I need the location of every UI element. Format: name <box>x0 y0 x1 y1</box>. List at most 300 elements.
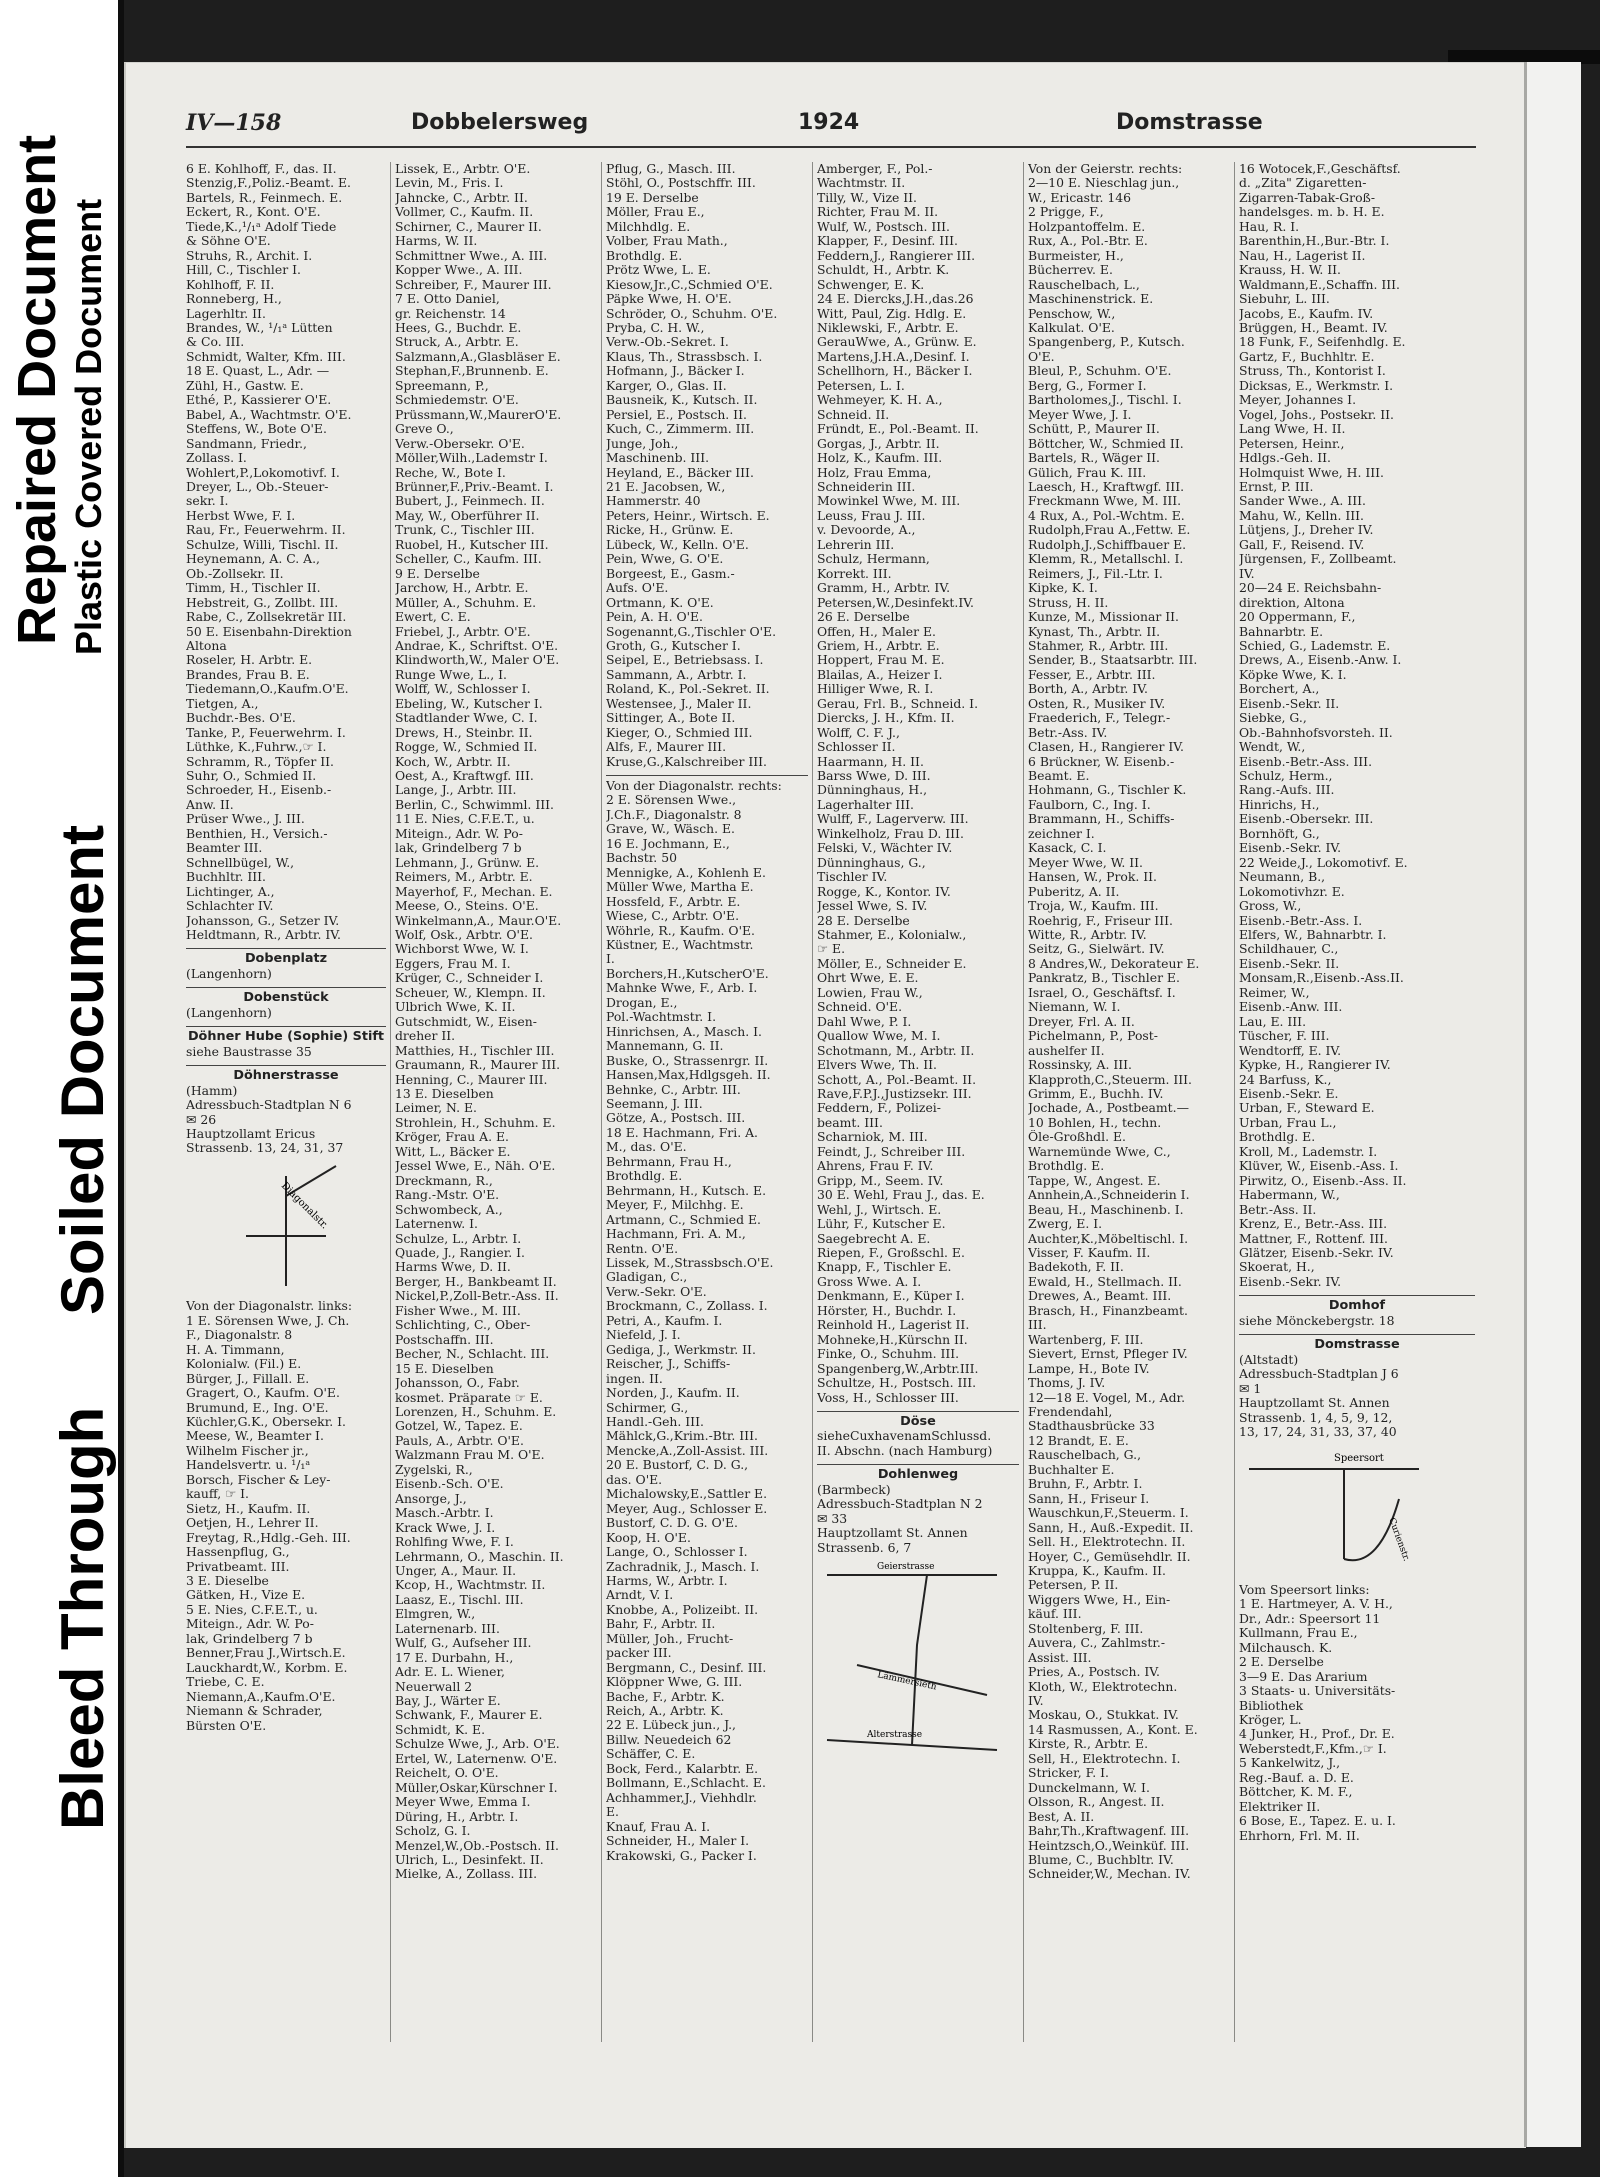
directory-entry: 18 E. Hachmann, Fri. A. <box>606 1125 758 1140</box>
directory-entry: Tappe, W., Angest. E. <box>1028 1173 1161 1188</box>
directory-entry: Griem, H., Arbtr. E. <box>817 638 940 653</box>
directory-entry: Ewert, C. E. <box>395 610 471 625</box>
directory-entry: Scheller, C., Kaufm. III. <box>395 552 542 567</box>
directory-entry: Eisenb.-Betr.-Ass. III. <box>1239 754 1373 769</box>
directory-entry: Brandes, Frau B. E. <box>186 667 310 682</box>
directory-entry: Brothdlg. E. <box>606 248 683 263</box>
directory-entry: Kruppa, K., Kaufm. II. <box>1028 1563 1166 1578</box>
directory-entry: 50 E. Eisenbahn-Direktion <box>186 624 352 639</box>
directory-entry: Kröger, Frau A. E. <box>395 1130 509 1145</box>
next-page-edge <box>1524 62 1581 2147</box>
directory-entry: Gediga, J., Werkmstr. II. <box>606 1342 756 1357</box>
directory-entry: Sander Wwe., A. III. <box>1239 494 1366 509</box>
directory-entry: Müller, Joh., Frucht- <box>606 1631 734 1646</box>
directory-entry: Gätken, H., Vize E. <box>186 1588 306 1603</box>
directory-entry: 24 E. Diercks,J.H.,das.26 <box>817 292 974 307</box>
directory-entry: 2 E. Sörensen Wwe., <box>606 793 737 808</box>
directory-entry: Nickel,P.,Zoll-Betr.-Ass. II. <box>395 1289 559 1304</box>
directory-entry: Glätzer, Eisenb.-Sekr. IV. <box>1239 1245 1394 1260</box>
directory-entry: Struss, H. II. <box>1028 595 1109 610</box>
directory-entry: Wöhrle, R., Kaufm. O'E. <box>606 923 755 938</box>
directory-entry: Tischler IV. <box>817 870 888 885</box>
directory-entry: Harms, W., Arbtr. I. <box>606 1573 728 1588</box>
directory-entry: Kohlhoff, F. II. <box>186 277 275 292</box>
directory-entry: Holmquist Wwe, H. III. <box>1239 465 1384 480</box>
directory-entry: Schott, A., Pol.-Beamt. II. <box>817 1072 977 1087</box>
directory-entry: Vogel, Johs., Postsekr. II. <box>1239 407 1394 422</box>
directory-entry: Mohneke,H.,Kürschn II. <box>817 1332 968 1347</box>
directory-entry: Reimer, W., <box>1239 985 1310 1000</box>
directory-entry: Holz, Frau Emma, <box>817 465 932 480</box>
directory-entry: Behrmann, Frau H., <box>606 1154 732 1169</box>
directory-entry: 4 Junker, H., Prof., Dr. E. <box>1239 1727 1395 1742</box>
directory-entry: Meyer, F., Milchhg. E. <box>606 1198 744 1213</box>
directory-entry: Karger, O., Glas. II. <box>606 378 727 393</box>
directory-entry: Meyer Wwe, W. II. <box>1028 855 1143 870</box>
directory-entry: kauff, ☞ I. <box>186 1487 249 1502</box>
directory-entry: Spangenberg,W.,Arbtr.III. <box>817 1361 979 1376</box>
directory-entry: Brüggen, H., Beamt. IV. <box>1239 320 1388 335</box>
directory-entry: Kieger, O., Schmied III. <box>606 725 753 740</box>
directory-entry: Kröger, L. <box>1239 1712 1302 1727</box>
directory-entry: Heyland, E., Bäcker III. <box>606 465 754 480</box>
directory-entry: Klaus, Th., Strassbsch. I. <box>606 349 763 364</box>
directory-entry: Düring, H., Arbtr. I. <box>395 1809 519 1824</box>
directory-entry: Wulf, W., Postsch. III. <box>817 219 950 234</box>
directory-entry: Harms, W. II. <box>395 234 478 249</box>
directory-entry: Jessel Wwe, S. IV. <box>817 899 928 914</box>
directory-entry: Siebke, G., <box>1239 711 1307 726</box>
directory-entry: Fesser, E., Arbtr. III. <box>1028 667 1156 682</box>
directory-entry: Triebe, C. E. <box>186 1675 265 1690</box>
directory-entry: 8 Andres,W., Dekorateur E. <box>1028 956 1200 971</box>
directory-entry: Wulf, G., Aufseher III. <box>395 1636 532 1651</box>
directory-entry: Eisenb.-Sekr. IV. <box>1239 1274 1342 1289</box>
directory-entry: ☞ E. <box>817 942 846 957</box>
directory-entry: Hansen,Max,Hdlgsgeh. II. <box>606 1068 771 1083</box>
directory-entry: Penschow, W., <box>1028 306 1116 321</box>
directory-entry: Borchers,H.,KutscherO'E. <box>606 966 769 981</box>
directory-entry: Stenzig,F.,Poliz.-Beamt. E. <box>186 176 351 191</box>
directory-entry: Eisenb.-Anw. III. <box>1239 1000 1343 1015</box>
directory-entry: Hauptzollamt St. Annen <box>1239 1396 1390 1411</box>
directory-entry: Gotzel, W., Tapez. E. <box>395 1419 523 1434</box>
directory-entry: Stöhl, O., Postschffr. III. <box>606 176 756 191</box>
directory-entry: Peters, Heinr., Wirtsch. E. <box>606 508 770 523</box>
directory-entry: aushelfer II. <box>1028 1043 1105 1058</box>
directory-entry: Koop, H. O'E. <box>606 1530 691 1545</box>
directory-entry: Petersen, Heinr., <box>1239 436 1345 451</box>
directory-entry: Schulze, L., Arbtr. I. <box>395 1231 522 1246</box>
map-street-label: Lämmersieth <box>876 1670 938 1693</box>
directory-entry: Schirmer, G., <box>606 1400 689 1415</box>
directory-entry: Offen, H., Maler E. <box>817 624 936 639</box>
directory-entry: Mowinkel Wwe, M. III. <box>817 494 961 509</box>
directory-entry: Drewes, A., Beamt. III. <box>1028 1289 1172 1304</box>
directory-entry: ingen. II. <box>606 1371 663 1386</box>
directory-entry: Friebel, J., Arbtr. O'E. <box>395 624 531 639</box>
directory-entry: Sandmann, Friedr., <box>186 436 307 451</box>
directory-entry: Roehrig, F., Friseur III. <box>1028 913 1173 928</box>
directory-entry: Drogan, E., <box>606 995 678 1010</box>
directory-entry: Junge, Joh., <box>606 436 679 451</box>
directory-entry: Freckmann Wwe, M. III. <box>1028 494 1182 509</box>
directory-entry: Holzpantoffelm. E. <box>1028 219 1146 234</box>
directory-entry: Bibliothek <box>1239 1698 1304 1713</box>
directory-entry: Kipke, K. I. <box>1028 581 1098 596</box>
directory-entry: Heynemann, A. C. A., <box>186 552 320 567</box>
directory-entry: Harms Wwe, D. II. <box>395 1260 511 1275</box>
directory-entry: Bache, F., Arbtr. K. <box>606 1689 725 1704</box>
directory-entry: Reichelt, O. O'E. <box>395 1766 499 1781</box>
directory-entry: Mencke,A.,Zoll-Assist. III. <box>606 1443 769 1458</box>
directory-entry: Gripp, M., Seem. IV. <box>817 1173 944 1188</box>
directory-entry: Lütjens, J., Dreher IV. <box>1239 523 1374 538</box>
directory-entry: Petri, A., Kaufm. I. <box>606 1313 723 1328</box>
directory-entry: Freytag, R.,Hdlg.-Geh. III. <box>186 1530 351 1545</box>
directory-entry: Hofmann, J., Bäcker I. <box>606 364 745 379</box>
directory-entry: Grave, W., Wäsch. E. <box>606 822 735 837</box>
directory-entry: Verw.-Obersekr. O'E. <box>395 436 525 451</box>
directory-entry: & Co. III. <box>186 335 245 350</box>
directory-entry: Ewald, H., Stellmach. II. <box>1028 1274 1182 1289</box>
directory-entry: M., das. O'E. <box>606 1140 687 1155</box>
directory-entry: Ob.-Zollsekr. II. <box>186 566 284 581</box>
directory-entry: Diercks, J. H., Kfm. II. <box>817 711 955 726</box>
directory-entry: Kynast, Th., Arbtr. II. <box>1028 624 1161 639</box>
directory-entry: beamt. III. <box>817 1115 883 1130</box>
directory-entry: Visser, F. Kaufm. II. <box>1028 1245 1151 1260</box>
directory-entry: Hauptzollamt St. Annen <box>817 1526 968 1541</box>
directory-entry: Ob.-Bahnhofsvorsteh. II. <box>1239 725 1393 740</box>
directory-entry: Westensee, J., Maler II. <box>606 696 752 711</box>
directory-entry: Meese, W., Beamter I. <box>186 1429 324 1444</box>
directory-column <box>1028 162 1230 1882</box>
directory-entry: Levin, M., Fris. I. <box>395 176 504 191</box>
directory-entry: Hill, C., Tischler I. <box>186 263 301 278</box>
directory-entry: Schirner, C., Maurer II. <box>395 219 542 234</box>
directory-entry: Berg, G., Former I. <box>1028 378 1147 393</box>
directory-entry: Maschinenb. III. <box>606 451 710 466</box>
directory-entry: Korrekt. III. <box>817 566 892 581</box>
directory-entry: packer III. <box>606 1646 672 1661</box>
directory-entry: Hammerstr. 40 <box>606 494 701 509</box>
directory-entry: Gross Wwe. A. I. <box>817 1274 922 1289</box>
directory-entry: Leuss, Frau J. III. <box>817 508 926 523</box>
directory-entry: Drews, H., Steinbr. II. <box>395 725 533 740</box>
directory-entry: Schneider, H., Maler I. <box>606 1834 750 1849</box>
directory-entry: Zigarren-Tabak-Groß- <box>1239 190 1376 205</box>
directory-entry: Hossfeld, F., Arbtr. E. <box>606 894 741 909</box>
directory-entry: 3—9 E. Das Ararium <box>1239 1669 1368 1684</box>
directory-entry: Eisenb.-Obersekr. III. <box>1239 812 1374 827</box>
directory-entry: Rave,F.P.J.,Justizsekr. III. <box>817 1087 972 1101</box>
directory-entry: 5 E. Nies, C.F.E.T., u. <box>186 1602 318 1617</box>
directory-entry: Aufs. O'E. <box>606 581 669 596</box>
directory-entry: Feddern, F., Polizei- <box>817 1101 941 1116</box>
directory-entry: Zühl, H., Gastw. E. <box>186 378 304 393</box>
directory-entry: Warnemünde Wwe, C., <box>1028 1144 1171 1159</box>
directory-entry: Anw. II. <box>186 797 234 812</box>
directory-entry: Pries, A., Postsch. IV. <box>1028 1665 1160 1680</box>
directory-entry: Reischer, J., Schiffs- <box>606 1357 731 1372</box>
directory-entry: 11 E. Nies, C.F.E.T., u. <box>395 812 535 827</box>
directory-entry: 26 E. Derselbe <box>817 610 910 625</box>
directory-entry: Schulze, Willi, Tischl. II. <box>186 537 339 552</box>
directory-entry: Schramm, R., Töpfer II. <box>186 754 334 769</box>
directory-entry: Hansen, W., Prok. II. <box>1028 870 1157 885</box>
directory-entry: 2 E. Derselbe <box>1239 1655 1324 1670</box>
directory-entry: Felski, V., Wächter IV. <box>817 841 953 856</box>
directory-entry: Eisenb.-Sch. O'E. <box>395 1477 504 1492</box>
directory-entry: Tüscher, F. III. <box>1239 1029 1330 1044</box>
directory-entry: Beamt. E. <box>1028 769 1090 784</box>
directory-entry: Klapper, F., Desinf. III. <box>817 234 958 249</box>
directory-entry: 22 E. Lübeck jun., J., <box>606 1718 736 1733</box>
directory-entry: Bürsten O'E. <box>186 1718 267 1733</box>
directory-entry: Wulff, F., Lagerverw. III. <box>817 812 969 827</box>
directory-entry: Rudolph,J.,Schiffbauer E. <box>1028 537 1187 552</box>
directory-entry: 16 E. Jochmann, E., <box>606 836 730 851</box>
directory-entry: Schwank, F., Maurer E. <box>395 1708 543 1723</box>
map-street-label: Diagonalstr. <box>278 1180 330 1232</box>
directory-entry: Rau, Fr., Feuerwehrm. II. <box>186 523 346 538</box>
directory-entry: Struck, A., Arbtr. E. <box>395 335 519 350</box>
directory-entry: lak, Grindelberg 7 b <box>395 841 522 856</box>
directory-entry: Privatbeamt. III. <box>186 1559 290 1574</box>
directory-column <box>1239 162 1475 1843</box>
directory-entry: Schneid. O'E. <box>817 1000 903 1015</box>
directory-entry: Blailas, A., Heizer I. <box>817 667 943 682</box>
directory-entry: Benner,Frau J.,Wirtsch.E. <box>186 1646 346 1661</box>
directory-entry: Persiel, E., Postsch. II. <box>606 407 747 422</box>
directory-entry: Pol.-Wachtmstr. I. <box>606 1010 717 1025</box>
directory-entry: Hauptzollamt Ericus <box>186 1127 316 1141</box>
directory-entry: Grimm, E., Buchh. IV. <box>1028 1087 1164 1101</box>
directory-entry: Saegebrecht A. E. <box>817 1231 931 1246</box>
directory-entry: Annhein,A.,Schneiderin I. <box>1028 1188 1190 1203</box>
directory-entry: 10 Bohlen, H., techn. <box>1028 1115 1162 1130</box>
directory-entry: 6 Bose, E., Tapez. E. u. I. <box>1239 1814 1396 1829</box>
directory-entry: Ulrich, L., Desinfekt. II. <box>395 1853 544 1868</box>
directory-entry: 4 Rux, A., Pol.-Wchtm. E. <box>1028 508 1185 523</box>
directory-entry: Verw.-Sekr. O'E. <box>606 1284 707 1299</box>
directory-entry: Kypke, H., Rangierer IV. <box>1239 1058 1391 1073</box>
directory-entry: E. <box>606 1805 619 1820</box>
directory-entry: Volber, Frau Math., <box>606 234 728 249</box>
directory-entry: Heintzsch,O.,Weinküf. III. <box>1028 1838 1190 1853</box>
directory-entry: Wiggers Wwe, H., Ein- <box>1028 1592 1171 1607</box>
column-divider <box>601 162 602 2042</box>
directory-entry: Miteign., Adr. W. Po- <box>395 826 523 841</box>
directory-entry: Kcop, H., Wachtmstr. II. <box>395 1578 546 1593</box>
directory-entry: Waldmann,E.,Schaffn. III. <box>1239 277 1400 292</box>
directory-entry: Schnellbügel, W., <box>186 855 295 870</box>
directory-entry: das. O'E. <box>606 1472 663 1487</box>
directory-entry: Rogge, W., Schmied II. <box>395 740 538 755</box>
directory-entry: J.Ch.F., Diagonalstr. 8 <box>606 807 742 822</box>
directory-entry: Betr.-Ass. II. <box>1239 1202 1317 1217</box>
directory-entry: Lange, J., Arbtr. III. <box>395 783 517 798</box>
directory-entry: Strohlein, H., Schuhm. E. <box>395 1115 556 1130</box>
directory-entry: Ahrens, Frau F. IV. <box>817 1159 934 1174</box>
directory-entry: Hoppert, Frau M. E. <box>817 653 945 668</box>
directory-entry: Siebuhr, L. III. <box>1239 292 1330 307</box>
directory-entry: Hees, G., Buchdr. E. <box>395 320 522 335</box>
directory-entry: Brothdlg. E. <box>1028 1159 1105 1174</box>
directory-entry: Lokomotivhzr. E. <box>1239 884 1345 899</box>
directory-entry: Müller Wwe, Martha E. <box>606 880 754 895</box>
directory-entry: Weberstedt,F.,Kfm.,☞ I. <box>1239 1741 1387 1756</box>
directory-entry: Bahr, F., Arbtr. II. <box>606 1617 716 1632</box>
directory-entry: Clasen, H., Rangierer IV. <box>1028 740 1184 755</box>
street-map <box>1239 1439 1429 1579</box>
directory-entry: Blume, C., Buchbltr. IV. <box>1028 1853 1174 1868</box>
directory-entry: 20 E. Bustorf, C. D. G., <box>606 1458 749 1473</box>
directory-entry: Michalowsky,E.,Sattler E. <box>606 1487 768 1502</box>
directory-entry: Kuch, C., Zimmerm. III. <box>606 422 755 437</box>
street-heading: Dobenplatz <box>244 951 328 967</box>
directory-entry: Lissek, E., Arbtr. O'E. <box>395 162 531 176</box>
directory-entry: & Söhne O'E. <box>186 234 271 249</box>
directory-entry: Schlichting, C., Ober- <box>395 1318 531 1333</box>
directory-entry: Stadtlander Wwe, C. I. <box>395 711 538 726</box>
directory-entry: Richter, Frau M. II. <box>817 205 939 220</box>
directory-entry: Schmittner Wwe., A. III. <box>395 248 548 263</box>
directory-entry: Roland, K., Pol.-Sekret. II. <box>606 682 770 697</box>
directory-entry: 20 Oppermann, F., <box>1239 610 1356 625</box>
directory-entry: Sender, B., Staatsarbtr. III. <box>1028 653 1198 668</box>
directory-entry: Müller,Oskar,Kürschner I. <box>395 1780 558 1795</box>
directory-entry: Buske, O., Strassenrgr. II. <box>606 1053 769 1068</box>
directory-entry: Zwerg, E. I. <box>1028 1217 1103 1232</box>
directory-entry: Lissek, M.,Strassbsch.O'E. <box>606 1255 774 1270</box>
directory-entry: Puberitz, A. II. <box>1028 884 1120 899</box>
directory-entry: Martens,J.H.A.,Desinf. I. <box>817 349 970 364</box>
directory-entry: Prötz Wwe, L. E. <box>606 263 711 278</box>
directory-entry: Ehrhorn, Frl. M. II. <box>1239 1828 1360 1843</box>
directory-entry: Benthien, H., Versich.- <box>186 826 328 841</box>
directory-entry: Gragert, O., Kaufm. O'E. <box>186 1386 340 1401</box>
directory-entry: Bollmann, E.,Schlacht. E. <box>606 1776 766 1791</box>
directory-entry: Gülich, Frau K. III. <box>1028 465 1147 480</box>
directory-entry: Dicksas, E., Werkmstr. I. <box>1239 378 1394 393</box>
plastic-covered-label: Plastic Covered Document <box>68 198 109 655</box>
directory-entry: Graumann, R., Maurer III. <box>395 1058 561 1073</box>
directory-entry: Elektriker II. <box>1239 1799 1321 1814</box>
directory-entry: Jacobs, E., Kaufm. IV. <box>1239 306 1374 321</box>
directory-entry: Leimer, N. E. <box>395 1101 477 1116</box>
directory-entry: Krauss, H. W. II. <box>1239 263 1341 278</box>
directory-entry: Petersen,W.,Desinfekt.IV. <box>817 595 974 610</box>
directory-entry: Salzmann,A.,Glasbläser E. <box>395 349 561 364</box>
directory-entry: Kolonialw. (Fil.) E. <box>186 1357 302 1372</box>
directory-entry: Schmiedemstr. O'E. <box>395 393 519 408</box>
directory-entry: Ertel, W., Laternenw. O'E. <box>395 1751 558 1766</box>
directory-entry: Miteign., Adr. W. Po- <box>186 1617 314 1632</box>
soiled-document-label: Soiled Document <box>49 824 116 1315</box>
directory-entry: Laasz, E., Tischl. III. <box>395 1592 524 1607</box>
directory-entry: Alfs, F., Maurer III. <box>606 740 727 755</box>
directory-entry: 15 E. Dieselben <box>395 1361 494 1376</box>
directory-entry: Zollass. I. <box>186 451 247 466</box>
directory-entry: Verw.-Ob.-Sekret. I. <box>606 335 729 350</box>
directory-entry: Klapproth,C.,Steuerm. III. <box>1028 1072 1192 1087</box>
directory-entry: Bay, J., Wärter E. <box>395 1694 501 1709</box>
directory-entry: Petersen, P. II. <box>1028 1578 1119 1593</box>
directory-entry: Eckert, R., Kont. O'E. <box>186 205 321 220</box>
directory-entry: Von der Diagonalstr. links: <box>186 1299 353 1314</box>
directory-entry: Buchhalter E. <box>1028 1462 1115 1477</box>
directory-entry: Rohlfing Wwe, F. I. <box>395 1535 514 1550</box>
directory-entry: Bruhn, F., Arbtr. I. <box>1028 1477 1143 1492</box>
directory-entry: (Altstadt) <box>1239 1352 1299 1367</box>
directory-entry: Klüver, W., Eisenb.-Ass. I. <box>1239 1159 1399 1174</box>
directory-entry: Kunze, M., Missionar II. <box>1028 610 1179 625</box>
directory-entry: Pein, Wwe, G. O'E. <box>606 552 724 567</box>
directory-entry: Ernst, P. III. <box>1239 479 1314 494</box>
directory-entry: Osten, R., Musiker IV. <box>1028 696 1166 711</box>
directory-entry: 6 E. Kohlhoff, F., das. II. <box>186 162 337 176</box>
directory-entry: Behrmann, H., Kutsch. E. <box>606 1183 767 1198</box>
directory-entry: Pryba, C. H. W., <box>606 320 705 335</box>
page-header <box>186 110 1476 144</box>
directory-entry: Quade, J., Rangier. I. <box>395 1245 525 1260</box>
directory-entry: Mahu, W., Kelln. III. <box>1239 508 1364 523</box>
directory-entry: Olsson, R., Angest. II. <box>1028 1795 1165 1810</box>
directory-entry: 3 Staats- u. Universitäts- <box>1239 1684 1396 1699</box>
directory-entry: Ohrt Wwe, E. E. <box>817 971 919 986</box>
directory-entry: Schröder, O., Schuhm. O'E. <box>606 306 778 321</box>
directory-entry: Schwombeck, A., <box>395 1202 503 1217</box>
directory-entry: III. <box>1028 1318 1047 1333</box>
directory-entry: 6 Brückner, W. Eisenb.- <box>1028 754 1175 769</box>
directory-entry: Johansson, O., Fabr. <box>395 1376 520 1391</box>
directory-entry: Quallow Wwe, M. I. <box>817 1029 941 1044</box>
directory-entry: Bartels, R., Wäger II. <box>1028 451 1160 466</box>
directory-entry: Brünner,F.,Priv.-Beamt. I. <box>395 479 554 494</box>
directory-entry: 1 E. Hartmeyer, A. V. H., <box>1239 1597 1393 1612</box>
directory-entry: Schütt, P., Maurer II. <box>1028 422 1160 437</box>
directory-entry: Roseler, H. Arbtr. E. <box>186 653 313 668</box>
directory-entry: Schmidt, K. E. <box>395 1722 486 1737</box>
directory-entry: O'E. <box>1028 349 1055 364</box>
directory-entry: Kruse,G.,Kalschreiber III. <box>606 754 767 769</box>
directory-entry: Witte, R., Arbtr. IV. <box>1028 928 1147 943</box>
directory-entry: Bubert, J., Feinmech. II. <box>395 494 545 509</box>
directory-entry: lak, Grindelberg 7 b <box>186 1631 313 1646</box>
directory-entry: Niklewski, F., Arbtr. E. <box>817 320 959 335</box>
directory-entry: Hachmann, Fri. A. M., <box>606 1227 746 1242</box>
directory-entry: Sell, H., Elektrotechn. I. <box>1028 1751 1181 1766</box>
directory-entry: Lichtinger, A., <box>186 884 275 899</box>
directory-entry: Reinhold H., Lagerist II. <box>817 1318 970 1333</box>
directory-entry: Rabe, C., Zollsekretär III. <box>186 610 347 625</box>
directory-entry: Badekoth, F. II. <box>1028 1260 1124 1275</box>
directory-entry: Wichborst Wwe, W. I. <box>395 942 529 957</box>
directory-entry: Ronneberg, H., <box>186 292 282 307</box>
directory-entry: Witt, Paul, Zig. Hdlg. E. <box>817 306 967 321</box>
directory-column <box>395 162 597 1882</box>
directory-entry: Handelsvertr. u. ¹/₁ᵃ <box>186 1458 311 1473</box>
directory-entry: Gerau, Frl. B., Schneid. I. <box>817 696 979 711</box>
directory-entry: Müller, A., Schuhm. E. <box>395 595 537 610</box>
directory-entry: Henning, C., Maurer III. <box>395 1072 548 1087</box>
directory-entry: Wilhelm Fischer jr., <box>186 1443 309 1458</box>
street-map-container <box>1239 1439 1475 1582</box>
header-rule <box>186 146 1476 148</box>
directory-entry: Sogenannt,G.,Tischler O'E. <box>606 624 777 639</box>
